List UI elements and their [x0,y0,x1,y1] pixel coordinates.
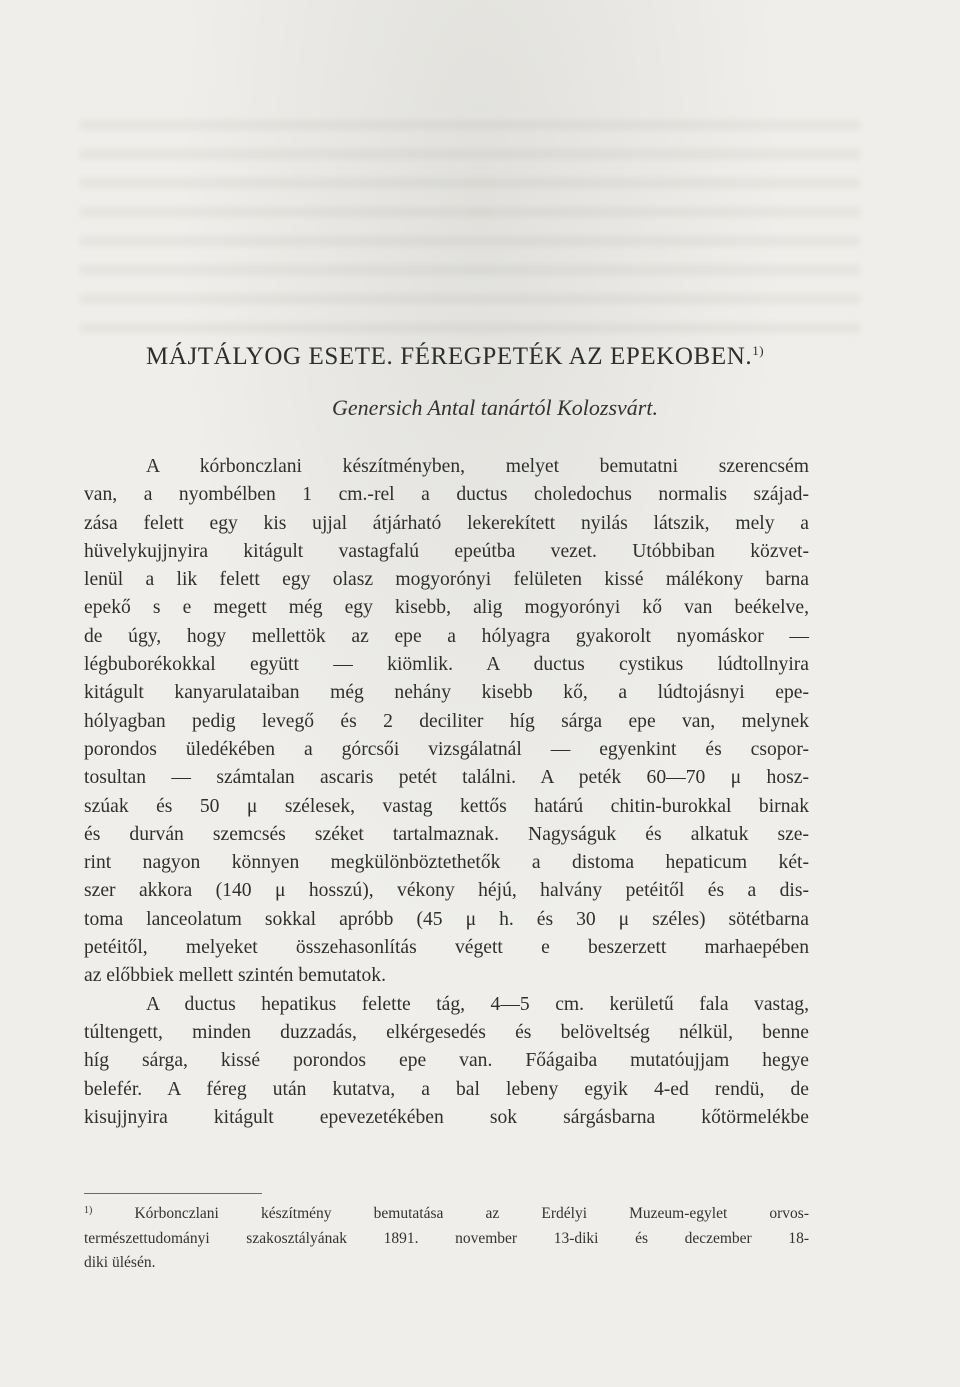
title-footnote-mark: 1) [752,343,765,358]
body-line: kisujjnyira kitágult epevezetékében sok sárgásbarna kőtörmelékbe [84,1106,809,1128]
show-through-text [80,120,860,340]
body-line: hüvelykujjnyira kitágult vastagfalú epeútba vezet. Utóbbiban közvet- [84,540,809,562]
body-line: kitágult kanyarulataiban még nehány kisebb kő, a lúdtojásnyi epe- [84,682,809,704]
body-line: hólyagban pedig levegő és 2 deciliter híg sárga epe van, melynek [84,710,809,732]
body-line: zása felett egy kis ujjal átjárható lekerekített nyilás látszik, mely a [84,512,809,534]
footnote-line: természettudományi szakosztályának 1891. november 13-diki és deczember 18- [84,1229,809,1247]
footnote-divider [84,1193,262,1194]
body-line: toma lanceolatum sokkal apróbb (45 μ h. és 30 μ széles) sötétbarna [84,908,809,930]
footnote-line-text: Kórbonczlani készítmény bemutatása az Erdélyi Muzeum-egylet orvos- [134,1205,809,1222]
footnote [84,1199,809,1276]
body-line: porondos üledékében a górcsői vizsgálatnál — egyenkint és csopor- [84,738,809,760]
body-line: szúak és 50 μ szélesek, vastag kettős határú chitin-burokkal birnak [84,795,809,817]
footnote-line [84,1199,809,1227]
body-line: van, a nyombélben 1 cm.-rel a ductus choledochus normalis szájad- [84,484,809,506]
author-line: Genersich Antal tanártól Kolozsvárt. [332,395,658,420]
body-line: A ductus hepatikus felette tág, 4—5 cm. kerületű fala vastag, [146,993,809,1015]
footnote-line: diki ülésén. [84,1254,156,1271]
body-line: és durván szemcsés széket tartalmaznak. Nagyságuk és alkatuk sze- [84,823,809,845]
body-line: belefér. A féreg után kutatva, a bal lebeny egyik 4-ed rendü, de [84,1078,809,1100]
body-line: túltengett, minden duzzadás, elkérgesedés és belöveltség nélkül, benne [84,1021,809,1043]
footnote-mark: 1) [84,1205,93,1216]
body-line: A kórbonczlani készítményben, melyet bemutatni szerencsém [146,456,809,477]
article-title [146,343,826,371]
body-line: rint nagyon könnyen megkülönböztethetők a distoma hepaticum két- [84,852,809,874]
body-line: de úgy, hogy mellettök az epe a hólyagra gyakorolt nyomáskor — [84,625,809,647]
body-line: az előbbiek mellett szintén bemutatok. [84,965,386,987]
body-line: lenül a lik felett egy olasz mogyorónyi felületen kissé málékony barna [84,569,809,591]
body-line: légbuborékokkal együtt — kiömlik. A ductus cystikus lúdtollnyira [84,654,809,676]
body-line: szer akkora (140 μ hosszú), vékony héjú, halvány petéitől és a dis- [84,880,809,902]
body-line: híg sárga, kissé porondos epe van. Főágaiba mutatóujjam hegye [84,1050,809,1072]
body-text [84,453,809,1132]
body-line: epekő s e megett még egy kisebb, alig mogyorónyi kő van beékelve, [84,597,809,619]
body-line: petéitől, melyeket összehasonlítás végett e beszerzett marhaepében [84,937,809,959]
article-title-text: MÁJTÁLYOG ESETE. FÉREGPETÉK AZ EPEKOBEN. [146,343,753,370]
body-line: tosultan — számtalan ascaris petét találni. A peték 60—70 μ hosz- [84,767,809,789]
